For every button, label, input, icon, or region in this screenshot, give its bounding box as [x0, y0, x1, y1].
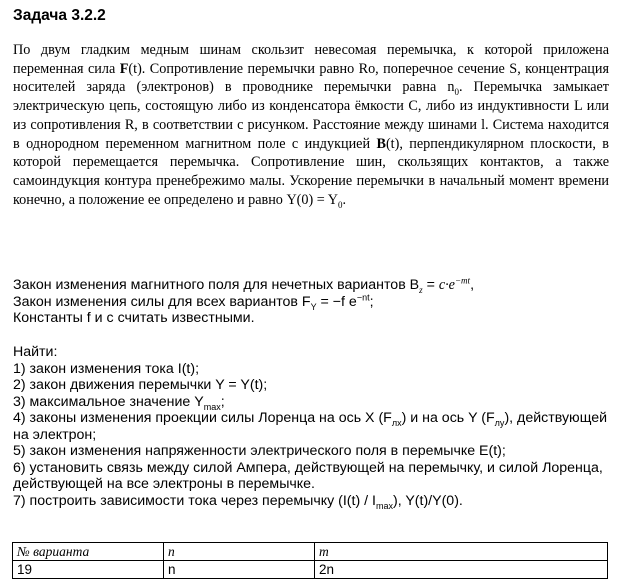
variant-cell-m: 2n — [315, 561, 608, 579]
y0-subscript: 0 — [338, 199, 343, 210]
f-law-text: Закон изменения силы для всех вариантов F — [13, 293, 311, 310]
b-law-formula: c·e — [438, 277, 455, 293]
table-row — [13, 561, 608, 579]
f-law-end: ; — [369, 293, 374, 310]
constants-note: Константы f и c считать известными. — [13, 310, 255, 326]
find-item-3-text: 3) максимальное значение Y — [13, 393, 204, 410]
statement-part-4: (t), перпендикулярном плоскости, в которой перемещается перемычка. Сопротивление шин, скользящих контактов, а также самоиндукция контура пренебрежимо малы. Ускорение перемычки в начальный момент времени конечно, а положение ее определено и равно Y(0) = Y — [13, 135, 609, 208]
find-item-4 — [13, 410, 609, 443]
find-item-4-sub-y: лу — [494, 417, 505, 428]
variant-cell-n: n — [164, 561, 315, 579]
b-law-subscript: z — [419, 284, 423, 295]
b-law-end: , — [470, 277, 475, 293]
statement-part-2: (t). Сопротивление перемычки равно Ro, поперечное сечение S, концентрация носителей заряда (электронов) в проводнике перемычки равна n — [13, 60, 609, 96]
task-title: Задача 3.2.2 — [13, 7, 106, 24]
variant-table-header — [13, 543, 608, 561]
force-law — [13, 291, 609, 312]
statement-part-1: По двум гладким медным шинам скользит невесомая перемычка, к которой приложена переменная сила — [13, 42, 609, 77]
find-item-3-sub: max — [203, 401, 221, 412]
variant-table — [12, 542, 608, 579]
variant-header-n: n — [164, 543, 315, 561]
f-law-subscript: Y — [310, 301, 317, 312]
find-item-2: 2) закон движения перемычки Y = Y(t); — [13, 377, 268, 393]
find-item-3 — [13, 394, 609, 411]
find-list — [13, 344, 609, 509]
find-item-4-end: ), действующей на электрон; — [13, 410, 608, 443]
variant-header-number: № варианта — [13, 543, 164, 561]
find-item-4-mid: ) и на ось Y (F — [401, 410, 495, 426]
find-item-4-text: 4) законы изменения проекции силы Лоренца на ось X (F — [13, 410, 392, 426]
find-item-4-sub-x: лх — [391, 417, 402, 428]
problem-statement — [13, 41, 609, 209]
magnetic-field-law — [13, 277, 609, 294]
variant-cell-number: 19 — [13, 561, 164, 579]
find-item-7 — [13, 493, 609, 510]
b-law-text: Закон изменения магнитного поля для нечетных вариантов B — [13, 277, 420, 293]
f-law-exponent: −nt — [356, 291, 370, 302]
b-law-equals: = — [422, 277, 439, 293]
find-item-6: 6) установить связь между силой Ампера, действующей на перемычку, и силой Лоренца, действующей на все электроны в перемычке. — [13, 459, 603, 492]
find-item-7-text: 7) построить зависимости тока через перемычку (I(t) / I — [13, 492, 376, 509]
variant-header-m: m — [315, 543, 608, 561]
find-heading: Найти: — [13, 344, 58, 360]
b-law-exponent: −mt — [454, 275, 471, 286]
statement-part-3: . Перемычка замыкает электрическую цепь, состоящую либо из конденсатора ёмкости C, либо из индуктивности L или из сопротивления R, в соответствии с рисунком. Расстояние между шинами l. Система находится в однородном переменном магнитном поле с индукцией — [13, 79, 609, 152]
f-law-formula: = −f e — [316, 293, 357, 310]
n0-subscript: 0 — [454, 87, 459, 98]
find-item-7-sub: max — [375, 500, 393, 511]
force-symbol: F — [119, 60, 129, 77]
statement-end: . — [342, 191, 347, 208]
find-item-1: 1) закон изменения тока I(t); — [13, 360, 200, 377]
induction-symbol: B — [376, 135, 386, 152]
find-item-7-end: ), Y(t)/Y(0). — [392, 492, 463, 509]
laws-block — [13, 277, 609, 327]
find-item-5: 5) закон изменения напряженности электрического поля в перемычке E(t); — [13, 443, 506, 459]
find-item-3-end: ; — [220, 393, 225, 410]
